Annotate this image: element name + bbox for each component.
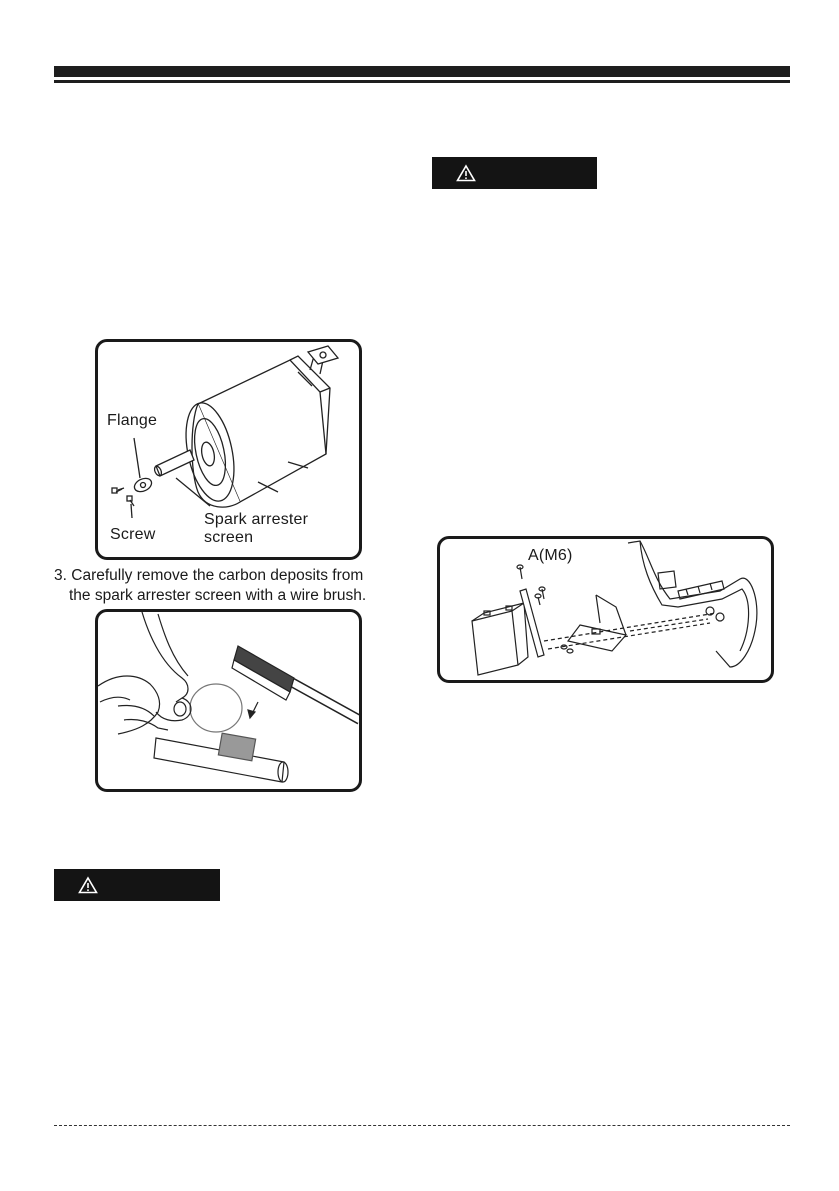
spark-arrester-label: Spark arrester	[204, 511, 309, 528]
header-rule-thin	[54, 80, 790, 83]
warning-banner-right	[432, 157, 597, 189]
warning-banner-left	[54, 869, 220, 901]
muffler-figure	[95, 339, 362, 560]
step-3-caption	[54, 566, 366, 606]
flange-label: Flange	[107, 412, 158, 429]
battery-install-illustration	[440, 539, 771, 680]
spark-arrester-label-line2: screen	[204, 529, 254, 546]
battery-install-figure	[437, 536, 774, 683]
bolt-label: A(M6)	[528, 547, 573, 564]
step-number: 3.	[54, 567, 67, 584]
header-rule-thick	[54, 66, 790, 77]
wire-brush-figure	[95, 609, 362, 792]
screw-label: Screw	[110, 526, 156, 543]
step-3-line-2: the spark arrester screen with a wire brush.	[69, 587, 367, 604]
warning-triangle-icon	[78, 876, 98, 894]
warning-triangle-icon	[456, 164, 476, 182]
wire-brush-illustration	[98, 612, 359, 789]
step-3-line-1: Carefully remove the carbon deposits from	[71, 567, 364, 584]
footer-rule	[54, 1125, 790, 1126]
